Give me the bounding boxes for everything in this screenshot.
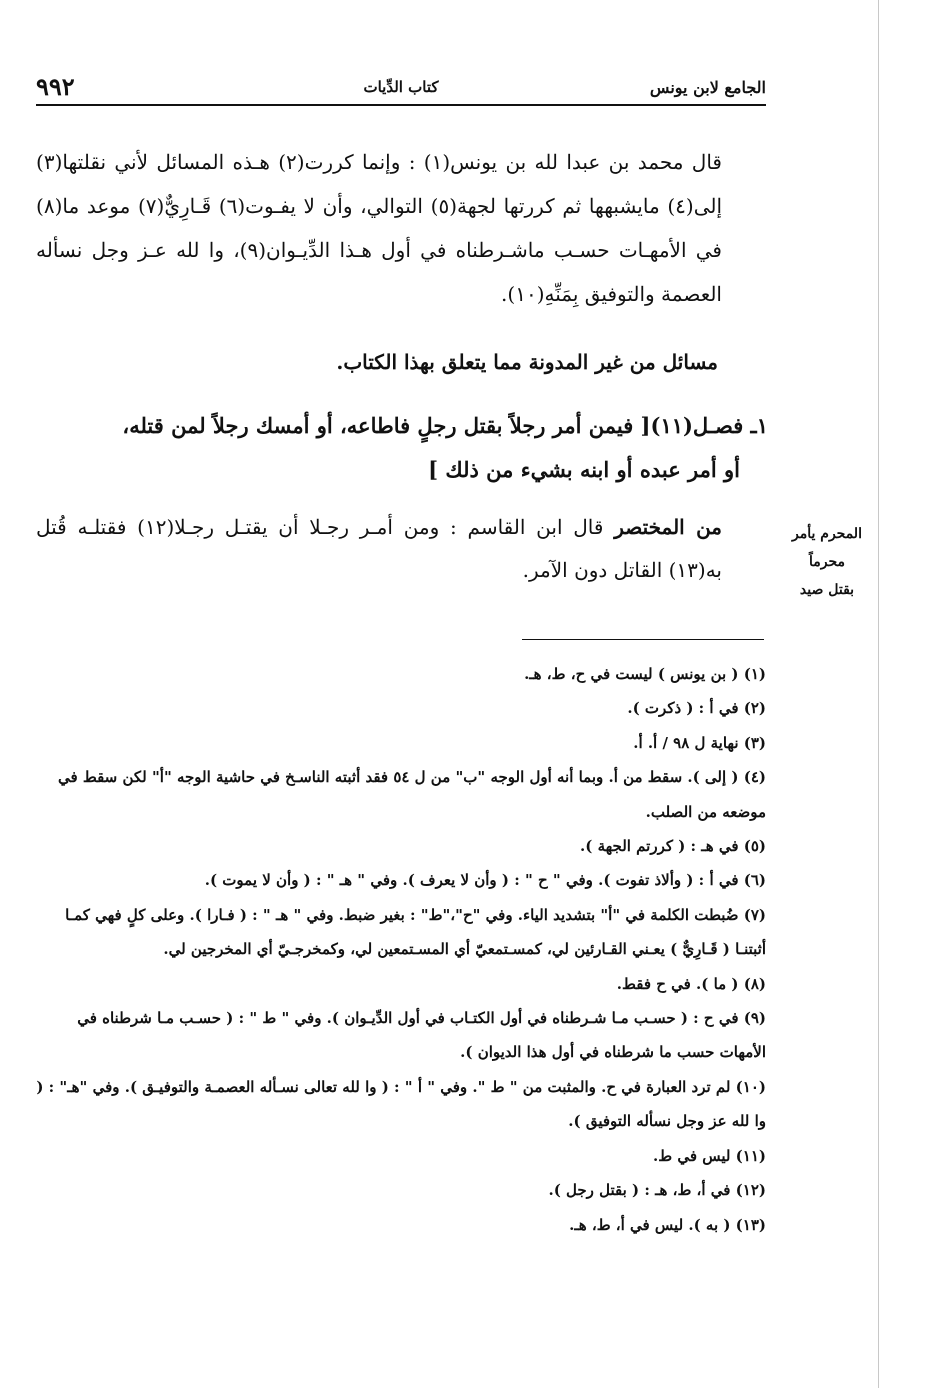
page-number: ٩٩٢ xyxy=(36,72,75,101)
paragraph-lead: من المختصر xyxy=(614,515,723,539)
running-header xyxy=(36,72,766,104)
margin-note-line2: بقتل صيد xyxy=(799,582,855,598)
footnote-4: (٤) ( إلى ). سقط من أ. وبما أنه أول الوجه "ب" من ل ٥٤ فقد أثبته الناسـخ في حاشية الوجه "أ" لكن سقط في موضعه من الصلب. xyxy=(57,768,766,821)
footnote-13: (١٣) ( به ). ليس في أ، ط، هـ. xyxy=(569,1215,766,1234)
footnote-6: (٦) في أ : ( وألاذ تفوت ). وفي " ح " : ( وأن لا يعرف ). وفي " هـ " : ( وأن لا يموت ). xyxy=(204,871,766,890)
footnote-1: (١) ( بن يونس ) ليست في ح، ط، هـ. xyxy=(524,665,766,683)
page-edge-line xyxy=(878,0,879,1388)
section-title-line1: ١ـ فصـل(١١)[ فيمن أمر رجلاً بقتل رجلٍ فاطاعه، أو أمسك رجلاً لمن قتله، xyxy=(122,413,768,438)
section-title-line2: أو أمر عبده أو ابنه بشيء من ذلك ] xyxy=(428,457,740,482)
footnote-rule xyxy=(522,639,764,640)
footnote-5: (٥) في هـ : ( كررتم الجهة ). xyxy=(580,837,766,856)
paragraph-body: قال ابن القاسم : ومن أمـر رجـلا أن يقتـل رجـلا(١٢) فقتلـه قُتل به(١٣) القاتل دون الآمر. xyxy=(36,515,722,582)
mukhtasar-paragraph xyxy=(36,506,768,592)
opening-paragraph: قال محمد بن عبدا لله بن يونس(١) : وإنما كررت(٢) هـذه المسائل لأني نقلتها(٣) إلى(٤) مايشبهها ثم كررتها لجهة(٥) التوالي، وأن لا يفـوت(٦) قَـارِيٌّ(٧) موعد ما(٨) في الأمهـات حسـب ماشـرطناه في أول هـذا الدِّيـوان(٩)، وا لله عـز وجل نسأله العصمة والتوفيق بِمَنِّهِ(١٠). xyxy=(36,150,723,306)
margin-note-line1: المحرم يأمر محرماً xyxy=(792,526,862,570)
section-heading: مسائل من غير المدونة مما يتعلق بهذا الكتاب. xyxy=(336,350,718,374)
main-text xyxy=(36,140,768,592)
margin-note xyxy=(772,520,882,604)
footnote-10: (١٠) لم ترد العبارة في ح. والمثبت من " ط ". وفي " أ " : ( وا لله تعالى نسـأله العصمـة والتوفيـق ). وفي "هـ" : ( وا لله عز وجل نسأله التوفيق ). xyxy=(36,1077,766,1131)
footnote-9: (٩) في ح : ( حسـب مـا شـرطناه في أول الكتـاب في أول الدِّيـوان ). وفي " ط " : ( حسـب مـا شرطناه في الأمهات حسب ما شرطناه في أول هذا الديوان ). xyxy=(77,1009,766,1062)
book-title: الجامع لابن يونس xyxy=(649,78,766,97)
footnote-12: (١٢) في أ، ط، هـ : ( بقتل رجل ). xyxy=(548,1181,766,1200)
header-rule xyxy=(36,104,766,106)
footnote-2: (٢) في أ : ( ذكرت ). xyxy=(627,699,766,718)
chapter-section-title xyxy=(36,404,768,492)
footnote-8: (٨) ( ما ). في ح فقط. xyxy=(616,974,766,993)
chapter-title: كتاب الدِّيات xyxy=(363,78,439,96)
footnote-7: (٧) ضُبطت الكلمة في "أ" بتشديد الياء. وفي "ح"،"ط" : بغير ضبط. وفي " هـ " : ( فـارا ). وعلى كلٍ فهي كمـا أثبتنـا ( قَـارِيٌّ ) يعـني القـارئين لي، كمسـتمعيّ أي المسـتمعين لي، وكمخرجـيّ أي المخرجين لي. xyxy=(65,905,766,959)
footnote-11: (١١) ليس في ط. xyxy=(653,1146,766,1165)
footnote-3: (٣) نهاية ل ٩٨ / أ. أ. xyxy=(633,733,766,752)
footnotes xyxy=(36,657,766,1242)
